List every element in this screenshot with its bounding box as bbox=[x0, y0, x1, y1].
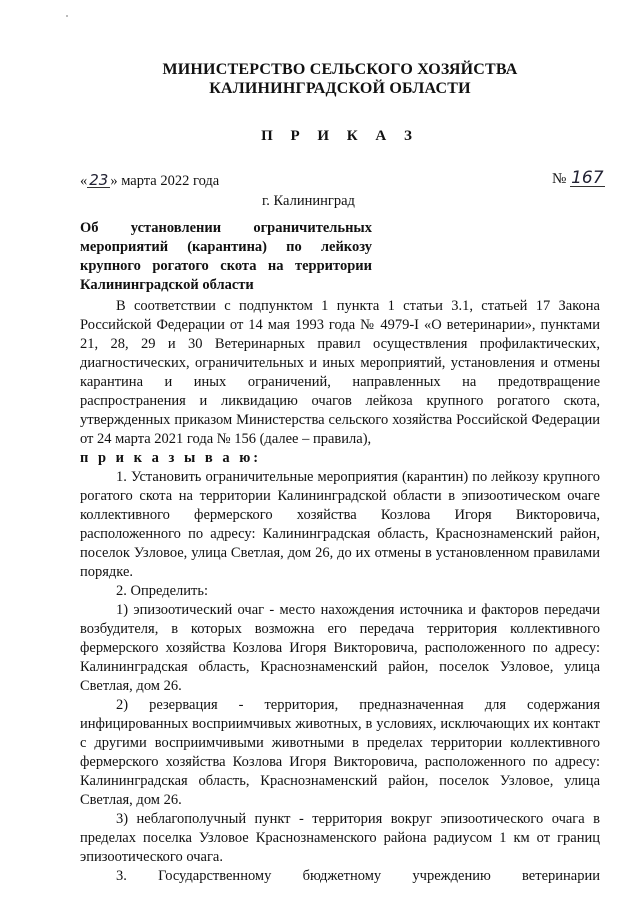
item-3: 3. Государственному бюджетному учреждению ветеринарии bbox=[116, 868, 600, 884]
date-day-handwritten: 23 bbox=[89, 171, 109, 189]
order-body bbox=[80, 297, 600, 886]
date-rest: марта 2022 года bbox=[117, 173, 220, 189]
item-2-3: 3) неблагополучный пункт - территория вокруг эпизоотического очага в пределах поселка Узловое Краснознаменского района радиусом 1 км от границ эпизоотического очага. bbox=[80, 811, 600, 865]
item-1: 1. Установить ограничительные мероприятия (карантин) по лейкозу крупного рогатого скота на территории Калининградской области в эпизоотическом очаге коллективного фермерского хозяйства Козлова Игоря Викторовича, расположенного по адресу: Калининградская область, Краснознаменский район, поселок Узловое, улица Светлая, дом 26, до их отмены в установленном правилами порядке. bbox=[80, 469, 600, 580]
preamble-paragraph bbox=[80, 297, 600, 449]
order-number bbox=[552, 170, 605, 188]
item-2-1: 1) эпизоотический очаг - место нахождения источника и факторов передачи возбудителя, в которых возможна его передача территория коллективного фермерского хозяйства Козлова Игоря Викторовича, расположенного по адресу: Калининградская область, Краснознаменский район, поселок Узловое, улица Светлая, дом 26. bbox=[80, 602, 600, 694]
order-subject: Об установлении ограничительных мероприятий (карантина) по лейкозу крупного рогатого скота на территории Калининградской области bbox=[80, 220, 372, 293]
order-word-paragraph bbox=[80, 449, 600, 468]
ministry-header bbox=[80, 60, 600, 98]
city: г. Калининград bbox=[262, 193, 355, 209]
number-handwritten: 167 bbox=[571, 168, 604, 188]
scan-speck bbox=[66, 15, 68, 17]
item-2: 2. Определить: bbox=[116, 583, 209, 599]
order-date bbox=[80, 173, 219, 190]
order-title: П Р И К А З bbox=[261, 128, 419, 144]
item-2-2: 2) резервация - территория, предназначенная для содержания инфицированных восприимчивых животных, в условиях, исключающих их контакт с другими восприимчивыми животными в пределах территории коллективного фермерского хозяйства Козлова Игоря Викторовича, расположенного по адресу: Калининградская область, Краснознаменский район, поселок Узловое, улица Светлая, дом 26. bbox=[80, 697, 600, 808]
ministry-header-line1: МИНИСТЕРСТВО СЕЛЬСКОГО ХОЗЯЙСТВА bbox=[162, 61, 518, 78]
number-prefix: № bbox=[552, 171, 571, 187]
date-open-quote: « bbox=[80, 173, 88, 189]
preamble-text: В соответствии с подпунктом 1 пункта 1 статьи 3.1, статьей 17 Закона Российской Федерации от 14 мая 1993 года № 4979-I «О ветеринарии», пунктами 21, 28, 29 и 30 Ветеринарных правил осуществления профилактических, диагностических, ограничительных и иных мероприятий, установления и отмены карантина и иных ограничений, направленных на предотвращение распространения и ликвидацию очагов лейкоза крупного рогатого скота, утвержденных приказом Министерства сельского хозяйства Российской Федерации от 24 марта 2021 года № 156 (далее – правила), bbox=[80, 298, 600, 447]
ministry-header-line2: КАЛИНИНГРАДСКОЙ ОБЛАСТИ bbox=[209, 80, 471, 97]
date-close-quote: » bbox=[110, 173, 118, 189]
order-word: п р и к а з ы в а ю: bbox=[80, 450, 262, 466]
